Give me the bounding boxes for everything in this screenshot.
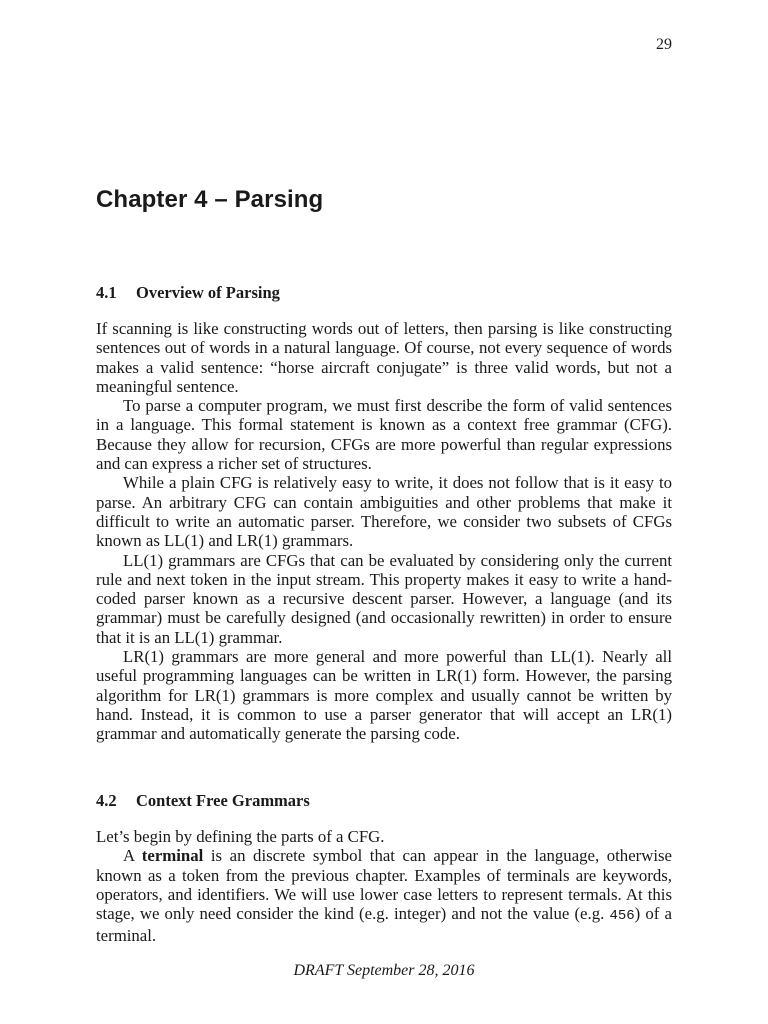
footer-draft-date: DRAFT September 28, 2016 xyxy=(293,962,475,979)
section-title: Context Free Grammars xyxy=(136,791,310,810)
section-number: 4.2 xyxy=(96,791,117,810)
section-heading-overview xyxy=(96,283,672,302)
section-title: Overview of Parsing xyxy=(136,283,280,302)
text-run: is an discrete symbol that can appear in the language, otherwise known as a token from the previous chapter. Examples of terminals are keywords, operators, and identifiers. We will use lower case letters to represent termals. At this stage, we only need consider the kind (e.g. integer) and not the value (e.g. xyxy=(96,846,672,924)
code-example: 456 xyxy=(609,908,635,925)
section-body-cfg xyxy=(96,827,672,946)
paragraph: LR(1) grammars are more general and more powerful than LL(1). Nearly all useful programming languages can be written in LR(1) form. However, the parsing algorithm for LR(1) grammars is more complex and usually cannot be written by hand. Instead, it is common to use a parser generator that will accept an LR(1) grammar and automatically generate the parsing code. xyxy=(96,647,672,744)
term-terminal: terminal xyxy=(141,846,204,866)
section-body-overview xyxy=(96,319,672,744)
paragraph: To parse a computer program, we must first describe the form of valid sentences in a language. This formal statement is known as a context free grammar (CFG). Because they allow for recursion, CFGs are more powerful than regular expressions and can express a richer set of structures. xyxy=(96,396,672,474)
paragraph: If scanning is like constructing words out of letters, then parsing is like constructing sentences out of words in a natural language. Of course, not every sequence of words makes a valid sentence: “horse aircraft conjugate” is three valid words, but not a meaningful sentence. xyxy=(96,319,672,396)
section-heading-cfg xyxy=(96,791,672,810)
paragraph xyxy=(96,846,672,945)
chapter-title: Chapter 4 – Parsing xyxy=(96,186,324,213)
paragraph: LL(1) grammars are CFGs that can be evaluated by considering only the current rule and next token in the input stream. This property makes it easy to write a hand-coded parser known as a recursive descent parser. However, a language (and its grammar) must be carefully designed (and occasionally rewritten) in order to ensure that it is an LL(1) grammar. xyxy=(96,550,672,647)
text-run: ) of a terminal. xyxy=(96,904,672,946)
section-number: 4.1 xyxy=(96,283,117,302)
text-run: A xyxy=(123,846,142,866)
paragraph: While a plain CFG is relatively easy to write, it does not follow that is it easy to parse. An arbitrary CFG can contain ambiguities and other problems that make it difficult to write an automatic parser. Therefore, we consider two subsets of CFGs known as LL(1) and LR(1) grammars. xyxy=(96,473,672,551)
page-number: 29 xyxy=(656,36,672,53)
paragraph: Let’s begin by defining the parts of a CFG. xyxy=(96,827,385,846)
